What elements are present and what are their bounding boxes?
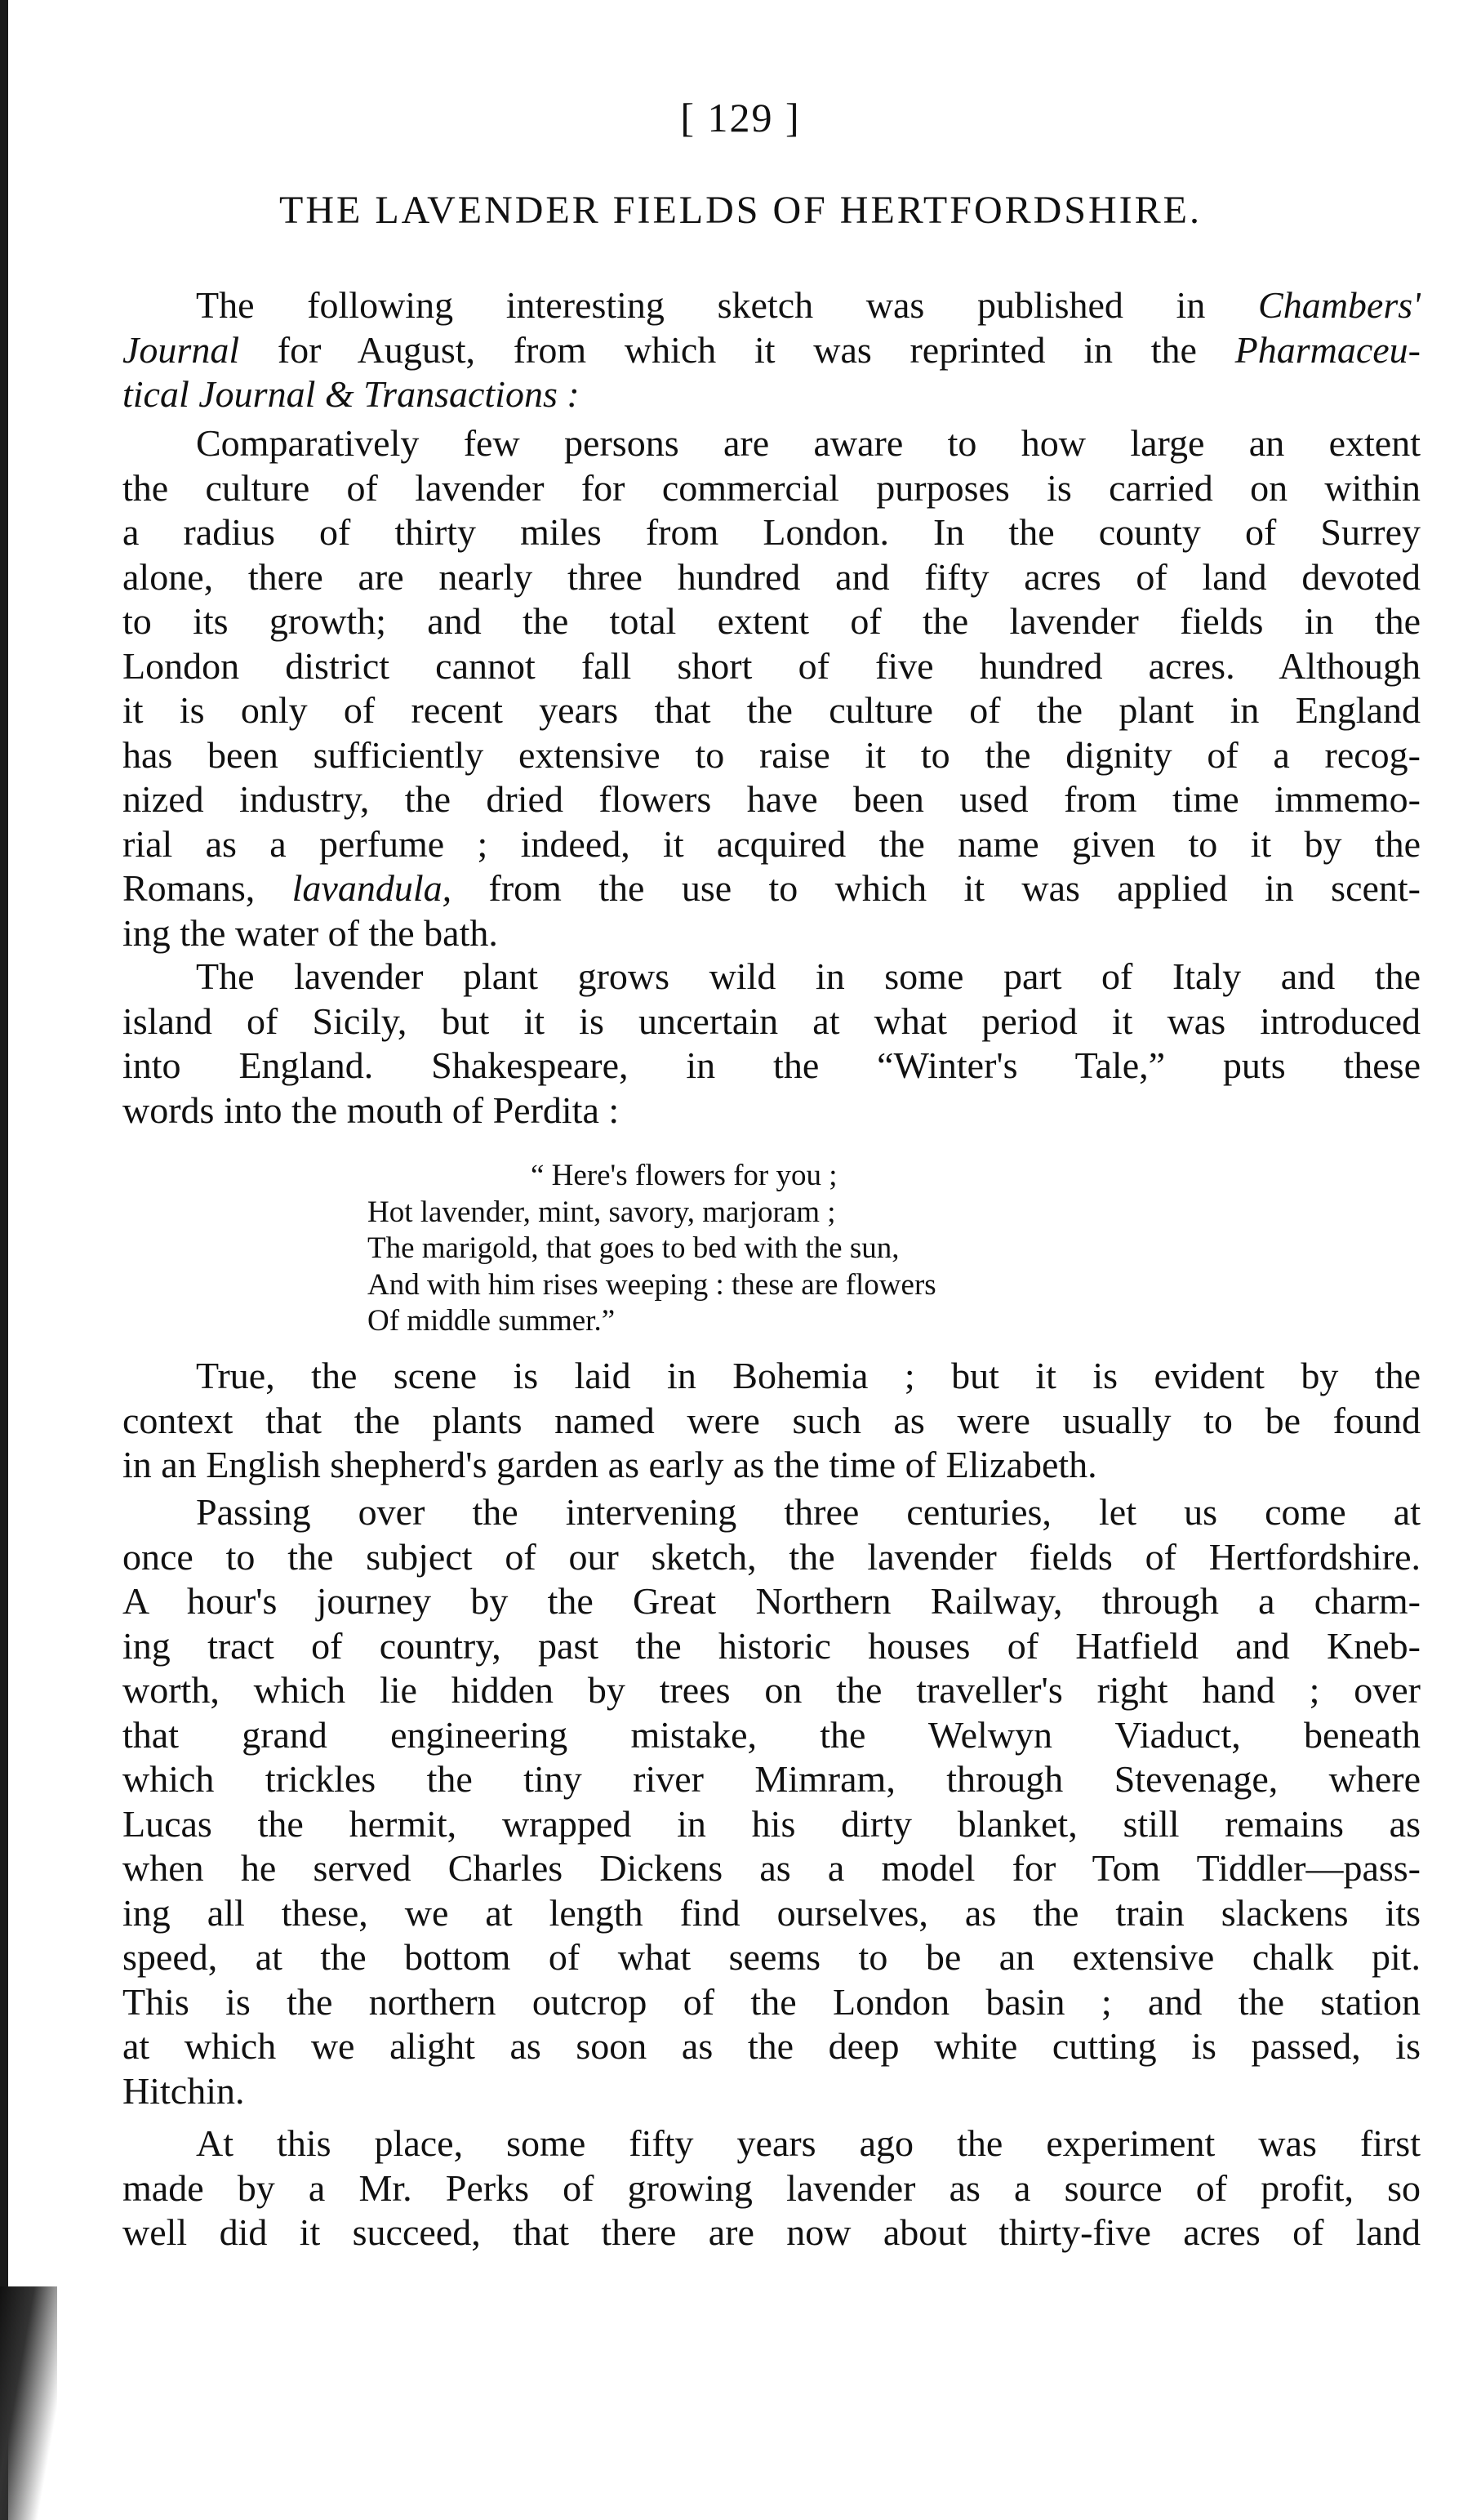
text-run: made by a Mr. Perks of growing lavender as a source of profit, so — [122, 2166, 1421, 2209]
text-line — [122, 1846, 1421, 1891]
text-run: At this place, some fifty years ago the experiment was first — [196, 2122, 1421, 2164]
page-binding-edge — [0, 0, 8, 2520]
text-line — [122, 1490, 1421, 1535]
italic-text: Pharmaceu- — [1234, 328, 1421, 371]
text-run: The following interesting sketch was published in — [196, 284, 1259, 326]
verse-line: Of middle summer.” — [367, 1304, 616, 1338]
text-line — [122, 1757, 1421, 1802]
text-run: alone, there are nearly three hundred and fifty acres of land devoted — [122, 555, 1421, 598]
text-run: context that the plants named were such as were usually to be found — [122, 1399, 1421, 1441]
text-line — [122, 466, 1421, 511]
text-line — [122, 733, 1421, 778]
text-run: ing the water of the bath. — [122, 911, 498, 954]
italic-text: Journal — [122, 328, 240, 371]
verse-line: The marigold, that goes to bed with the sun, — [367, 1231, 900, 1265]
text-run: in an English shepherd's garden as early as the time of Elizabeth. — [122, 1444, 1097, 1485]
text-line — [122, 866, 1421, 911]
text-line — [122, 283, 1421, 328]
text-line — [122, 644, 1421, 689]
text-run: which trickles the tiny river Mimram, through Stevenage, where — [122, 1758, 1421, 1800]
text-run: the culture of lavender for commercial purposes is carried on within — [122, 466, 1421, 509]
verse-line: Hot lavender, mint, savory, marjoram ; — [367, 1195, 836, 1229]
text-line — [122, 555, 1421, 600]
text-run: once to the subject of our sketch, the lavender fields of Hertfordshire. — [122, 1535, 1421, 1578]
text-line — [122, 1000, 1421, 1044]
text-run: a radius of thirty miles from London. In the county of Surrey — [122, 511, 1421, 553]
text-line — [122, 599, 1421, 644]
text-run: island of Sicily, but it is uncertain at what period it was introduced — [122, 1000, 1421, 1042]
page-number: [ 129 ] — [680, 95, 801, 140]
text-line — [122, 2211, 1421, 2255]
text-run: speed, at the bottom of what seems to be an extensive chalk pit. — [122, 1936, 1421, 1978]
text-run: rial as a perfume ; indeed, it acquired the name given to it by the — [122, 822, 1421, 865]
shakespeare-quotation — [367, 1158, 1184, 1340]
italic-text: Chambers' — [1258, 284, 1421, 326]
text-line — [122, 1354, 1421, 1399]
text-line — [122, 777, 1421, 822]
text-line — [122, 1089, 1421, 1133]
text-run: from the use to which it was applied in scent- — [451, 867, 1421, 909]
text-line — [122, 822, 1421, 867]
text-line — [122, 1579, 1421, 1624]
text-line — [122, 1935, 1421, 1980]
text-run: A hour's journey by the Great Northern Railway, through a charm- — [122, 1580, 1421, 1622]
text-run: Passing over the intervening three centuries, let us come at — [196, 1491, 1421, 1533]
page-corner-shadow — [0, 2286, 57, 2520]
text-line — [122, 1980, 1421, 2025]
intro-paragraph — [122, 283, 1421, 417]
text-line — [122, 1624, 1421, 1669]
text-line — [122, 328, 1421, 373]
article-title: THE LAVENDER FIELDS OF HERTFORDSHIRE. — [279, 189, 1202, 232]
text-line — [122, 2024, 1421, 2069]
text-run: when he served Charles Dickens as a model for Tom Tiddler—pass- — [122, 1847, 1421, 1889]
text-run: for August, from which it was reprinted in the — [239, 328, 1235, 371]
text-run: ing all these, we at length find ourselves, as the train slackens its — [122, 1891, 1421, 1934]
text-run: Lucas the hermit, wrapped in his dirty blanket, still remains as — [122, 1802, 1421, 1845]
text-line — [122, 1443, 1421, 1488]
text-run: True, the scene is laid in Bohemia ; but it is evident by the — [196, 1355, 1421, 1396]
text-run: The lavender plant grows wild in some part of Italy and the — [196, 955, 1421, 997]
text-line — [122, 1891, 1421, 1936]
text-run: it is only of recent years that the culture of the plant in England — [122, 689, 1421, 731]
italic-text: lavandula, — [291, 867, 452, 909]
text-line — [122, 955, 1421, 1000]
text-line — [122, 510, 1421, 555]
text-line — [122, 2122, 1421, 2166]
text-run: that grand engineering mistake, the Welwyn Viaduct, beneath — [122, 1713, 1421, 1756]
verse-line: “ Here's flowers for you ; — [531, 1159, 838, 1192]
text-run: to its growth; and the total extent of the lavender fields in the — [122, 600, 1421, 642]
paragraph-4 — [122, 1490, 1421, 2113]
paragraph-3 — [122, 1354, 1421, 1488]
text-run: has been sufficiently extensive to raise it to the dignity of a recog- — [122, 733, 1421, 776]
text-line — [122, 1535, 1421, 1580]
text-line — [122, 1399, 1421, 1444]
text-run: words into the mouth of Perdita : — [122, 1089, 620, 1131]
text-line — [122, 2069, 1421, 2114]
text-run: worth, which lie hidden by trees on the traveller's right hand ; over — [122, 1669, 1421, 1711]
text-line — [122, 1713, 1421, 1758]
text-run: Hitchin. — [122, 2069, 245, 2112]
paragraph-2 — [122, 955, 1421, 1133]
italic-text: tical Journal & Transactions : — [122, 373, 580, 415]
text-run: ing tract of country, past the historic houses of Hatfield and Kneb- — [122, 1624, 1421, 1667]
text-line — [122, 688, 1421, 733]
text-run: at which we alight as soon as the deep white cutting is passed, is — [122, 2025, 1421, 2067]
text-run: into England. Shakespeare, in the “Winter's Tale,” puts these — [122, 1044, 1421, 1086]
text-line — [122, 1802, 1421, 1847]
paragraph-5 — [122, 2122, 1421, 2255]
text-run: London district cannot fall short of five hundred acres. Although — [122, 644, 1421, 687]
paragraph-1 — [122, 421, 1421, 955]
text-line — [122, 421, 1421, 466]
text-run: This is the northern outcrop of the London basin ; and the station — [122, 1980, 1421, 2023]
text-run: well did it succeed, that there are now about thirty-five acres of land — [122, 2211, 1421, 2253]
text-line — [122, 372, 1421, 417]
text-line — [122, 911, 1421, 956]
text-run: Comparatively few persons are aware to how large an extent — [196, 422, 1421, 464]
text-line — [122, 1668, 1421, 1713]
text-run: nized industry, the dried flowers have been used from time immemo- — [122, 778, 1421, 820]
text-run: Romans, — [122, 867, 292, 909]
text-line — [122, 1044, 1421, 1089]
verse-line: And with him rises weeping : these are flowers — [367, 1267, 936, 1302]
text-line — [122, 2166, 1421, 2211]
